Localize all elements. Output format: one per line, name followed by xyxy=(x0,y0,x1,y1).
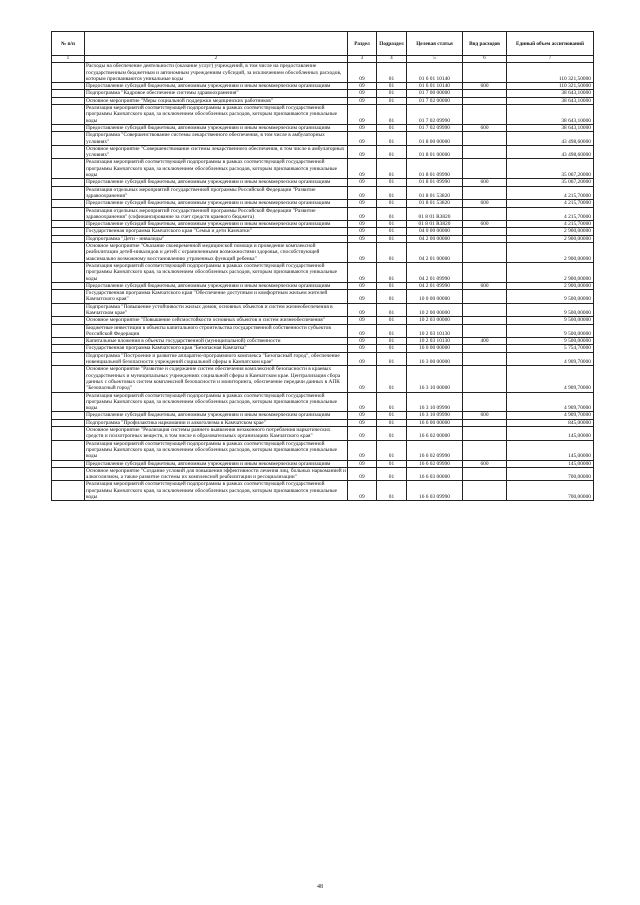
cell-podrazdel: 01 xyxy=(377,290,407,304)
cell-allocation: 43 498,60000 xyxy=(507,132,594,146)
cell-num xyxy=(52,467,85,481)
cell-expense-type xyxy=(463,145,507,159)
cell-allocation: 4 215,70000 xyxy=(507,200,594,207)
column-index: 1 xyxy=(52,56,85,63)
cell-podrazdel: 01 xyxy=(377,235,407,242)
cell-name: Подпрограмма "Построение и развитие аппаратно-программного комплекса "Безопасный город", обеспечение новенциальной безопасности учреждений социальной сферы в Камчатском крае" xyxy=(85,352,348,366)
cell-name: Предоставление субсидий бюджетным, автономным учреждениям и иным некоммерческим организациям xyxy=(85,282,348,289)
cell-razdel: 09 xyxy=(348,90,377,97)
cell-razdel: 09 xyxy=(348,200,377,207)
cell-allocation: 2 900,00000 xyxy=(507,243,594,263)
table-row xyxy=(52,352,594,366)
table-row xyxy=(52,145,594,159)
cell-expense-type xyxy=(463,235,507,242)
cell-num xyxy=(52,412,85,419)
cell-num xyxy=(52,63,85,83)
cell-name: Реализация мероприятий соответствующей подпрограммы в рамках соответствующей государственной программы Камчатского края, за исключением обособленных расходов, которым присваиваются уникальные коды xyxy=(85,262,348,282)
cell-allocation: 38 643,10000 xyxy=(507,90,594,97)
cell-allocation: 2 900,00000 xyxy=(507,282,594,289)
cell-razdel: 09 xyxy=(348,481,377,501)
cell-num xyxy=(52,186,85,200)
cell-target-article: 01 7 02 09990 xyxy=(407,124,463,131)
cell-podrazdel: 01 xyxy=(377,317,407,324)
cell-expense-type xyxy=(463,262,507,282)
cell-num xyxy=(52,235,85,242)
cell-podrazdel: 01 xyxy=(377,345,407,352)
cell-razdel: 09 xyxy=(348,179,377,186)
cell-razdel: 09 xyxy=(348,83,377,90)
cell-name: Реализация мероприятий соответствующей подпрограммы в рамках соответствующей государственной программы Камчатского края, за исключением обособленных расходов, которым присваиваются уникальные коды xyxy=(85,392,348,412)
cell-razdel: 09 xyxy=(348,282,377,289)
cell-expense-type: 400 xyxy=(463,338,507,345)
cell-razdel: 09 xyxy=(348,345,377,352)
cell-allocation: 38 643,10000 xyxy=(507,124,594,131)
cell-target-article: 10 2 00 00000 xyxy=(407,303,463,317)
cell-target-article: 04 2 01 00000 xyxy=(407,243,463,263)
cell-num xyxy=(52,440,85,460)
cell-name: Основное мероприятие "Совершенствование системы лекарственного обеспечения, в том числе в амбулаторных условиях" xyxy=(85,145,348,159)
cell-name: Реализация мероприятий соответствующей подпрограммы в рамках соответствующей государственной программы Камчатского края, за исключением обособленных расходов, которым присваиваются уникальные коды xyxy=(85,105,348,125)
cell-num xyxy=(52,427,85,441)
cell-name: Основное мероприятие "Реализация системы раннего выявления незаконного потребления наркотических средств и психотропных веществ, в том числе в образовательных организациях Камчатского края" xyxy=(85,427,348,441)
table-row xyxy=(52,366,594,392)
cell-name: Предоставление субсидий бюджетным, автономным учреждениям и иным некоммерческим организациям xyxy=(85,83,348,90)
cell-razdel: 09 xyxy=(348,228,377,235)
cell-num xyxy=(52,324,85,338)
cell-target-article: 16 3 10 09990 xyxy=(407,392,463,412)
cell-name: Реализация мероприятий соответствующей подпрограммы в рамках соответствующей государственной программы Камчатского края, за исключением обособленных расходов, которым присваиваются уникальные коды xyxy=(85,440,348,460)
cell-name: Реализация отдельных мероприятий государственной программы Российской Федерации "Развитие здравоохранения" (софинансирование за счет средств краевого бюджета) xyxy=(85,207,348,221)
cell-podrazdel: 01 xyxy=(377,303,407,317)
table-row xyxy=(52,392,594,412)
cell-target-article: 01 6 01 10140 xyxy=(407,63,463,83)
cell-name: Государственная программа Камчатского края "Семья и дети Камчатки" xyxy=(85,228,348,235)
cell-expense-type xyxy=(463,186,507,200)
table-row xyxy=(52,207,594,221)
table-row xyxy=(52,105,594,125)
cell-target-article: 16 6 02 00000 xyxy=(407,427,463,441)
cell-razdel: 09 xyxy=(348,132,377,146)
cell-name: Капитальные вложения в объекты государственной (муниципальной) собственности xyxy=(85,338,348,345)
cell-num xyxy=(52,282,85,289)
cell-allocation: 5 754,70000 xyxy=(507,345,594,352)
cell-num xyxy=(52,83,85,90)
cell-razdel: 09 xyxy=(348,159,377,179)
cell-allocation: 35 067,20000 xyxy=(507,159,594,179)
cell-target-article: 16 6 02 09990 xyxy=(407,440,463,460)
cell-expense-type xyxy=(463,105,507,125)
cell-expense-type xyxy=(463,366,507,392)
table-row xyxy=(52,124,594,131)
cell-target-article: 10 0 00 00000 xyxy=(407,290,463,304)
cell-podrazdel: 01 xyxy=(377,338,407,345)
cell-expense-type xyxy=(463,427,507,441)
cell-podrazdel: 01 xyxy=(377,186,407,200)
cell-podrazdel: 01 xyxy=(377,63,407,83)
cell-razdel: 09 xyxy=(348,324,377,338)
budget-table-sheet xyxy=(51,31,593,501)
cell-name: Предоставление субсидий бюджетным, автономным учреждениям и иным некоммерческим организациям xyxy=(85,221,348,228)
cell-name: Реализация мероприятий соответствующей подпрограммы в рамках соответствующей государственной программы Камчатского края, за исключением обособленных расходов, которым присваиваются уникальные коды xyxy=(85,481,348,501)
cell-razdel: 09 xyxy=(348,467,377,481)
cell-name: Подпрограмма "Дети - инвалиды" xyxy=(85,235,348,242)
cell-allocation: 145,00000 xyxy=(507,440,594,460)
cell-razdel: 09 xyxy=(348,317,377,324)
cell-razdel: 09 xyxy=(348,97,377,104)
cell-target-article: 01 7 02 00000 xyxy=(407,97,463,104)
header-allocation-total: Единый объем ассигнований xyxy=(507,32,594,56)
cell-expense-type xyxy=(463,132,507,146)
table-row xyxy=(52,235,594,242)
cell-allocation: 38 643,10000 xyxy=(507,105,594,125)
table-row xyxy=(52,262,594,282)
cell-allocation: 43 498,60000 xyxy=(507,145,594,159)
cell-target-article: 01 8 01 09990 xyxy=(407,179,463,186)
cell-allocation: 9 500,00000 xyxy=(507,317,594,324)
cell-num xyxy=(52,481,85,501)
cell-target-article: 16 6 03 09990 xyxy=(407,481,463,501)
column-index: 2 xyxy=(85,56,348,63)
cell-razdel: 09 xyxy=(348,352,377,366)
cell-num xyxy=(52,366,85,392)
cell-allocation: 110 321,50000 xyxy=(507,63,594,83)
cell-allocation: 145,00000 xyxy=(507,460,594,467)
cell-allocation: 9 500,00000 xyxy=(507,290,594,304)
cell-allocation: 2 900,00000 xyxy=(507,228,594,235)
cell-razdel: 09 xyxy=(348,63,377,83)
table-row xyxy=(52,228,594,235)
cell-expense-type xyxy=(463,63,507,83)
table-row xyxy=(52,427,594,441)
cell-podrazdel: 01 xyxy=(377,124,407,131)
table-row xyxy=(52,303,594,317)
cell-target-article: 10 2 03 10130 xyxy=(407,324,463,338)
cell-allocation: 4 909,70000 xyxy=(507,412,594,419)
cell-expense-type xyxy=(463,159,507,179)
cell-num xyxy=(52,460,85,467)
cell-allocation: 4 215,70000 xyxy=(507,207,594,221)
header-podrazdel: Подраздел xyxy=(377,32,407,56)
cell-expense-type xyxy=(463,467,507,481)
cell-allocation: 4 909,70000 xyxy=(507,352,594,366)
column-index: 7 xyxy=(507,56,594,63)
cell-razdel: 09 xyxy=(348,412,377,419)
table-row xyxy=(52,132,594,146)
cell-expense-type xyxy=(463,419,507,426)
cell-target-article: 01 6 01 10140 xyxy=(407,83,463,90)
table-row xyxy=(52,440,594,460)
cell-num xyxy=(52,345,85,352)
cell-num xyxy=(52,303,85,317)
cell-razdel: 09 xyxy=(348,440,377,460)
table-row xyxy=(52,481,594,501)
cell-podrazdel: 01 xyxy=(377,282,407,289)
cell-expense-type: 600 xyxy=(463,221,507,228)
cell-num xyxy=(52,262,85,282)
cell-name: Основное мероприятие "Повышение сейсмостойкости основных объектов и систем жизнеобеспечения" xyxy=(85,317,348,324)
cell-target-article: 01 8 01 R3820 xyxy=(407,207,463,221)
cell-target-article: 01 8 01 R3820 xyxy=(407,221,463,228)
cell-podrazdel: 01 xyxy=(377,366,407,392)
cell-name: Реализация отдельных мероприятий государственной программы Российской Федерации "Развитие здравоохранения" xyxy=(85,186,348,200)
cell-razdel: 09 xyxy=(348,290,377,304)
header-target-article: Целевая статья xyxy=(407,32,463,56)
cell-name: Государственная программа Камчатского края "Обеспечение доступным и комфортным жильем жителей Камчатского края" xyxy=(85,290,348,304)
cell-razdel: 09 xyxy=(348,243,377,263)
cell-podrazdel: 01 xyxy=(377,262,407,282)
table-row xyxy=(52,200,594,207)
cell-name: Предоставление субсидий бюджетным, автономным учреждениям и иным некоммерческим организациям xyxy=(85,200,348,207)
cell-target-article: 04 2 01 09990 xyxy=(407,262,463,282)
cell-num xyxy=(52,159,85,179)
cell-podrazdel: 01 xyxy=(377,392,407,412)
table-row xyxy=(52,243,594,263)
cell-target-article: 04 2 01 09990 xyxy=(407,282,463,289)
column-index: 6 xyxy=(463,56,507,63)
cell-expense-type: 600 xyxy=(463,179,507,186)
table-row xyxy=(52,97,594,104)
cell-podrazdel: 01 xyxy=(377,159,407,179)
cell-name: Подпрограмма "Профилактика наркомании и алкоголизма в Камчатском крае" xyxy=(85,419,348,426)
cell-num xyxy=(52,97,85,104)
cell-num xyxy=(52,124,85,131)
cell-expense-type xyxy=(463,97,507,104)
cell-target-article: 10 2 03 00000 xyxy=(407,317,463,324)
cell-name: Основное мероприятие "Создание условий для повышения эффективности лечения лиц, больных наркоманией и алкоголизмом, а также развитие системы их комплексной реабилитации и ресоциализации" xyxy=(86,467,346,481)
cell-expense-type xyxy=(463,243,507,263)
cell-allocation: 700,00000 xyxy=(507,467,594,481)
cell-razdel: 09 xyxy=(348,124,377,131)
table-row xyxy=(52,338,594,345)
cell-expense-type xyxy=(463,228,507,235)
column-index-row xyxy=(52,56,594,63)
cell-allocation: 35 067,20000 xyxy=(507,179,594,186)
cell-razdel: 09 xyxy=(348,303,377,317)
cell-razdel: 09 xyxy=(348,105,377,125)
cell-allocation: 700,00000 xyxy=(507,481,594,501)
cell-target-article: 16 6 02 09990 xyxy=(407,460,463,467)
cell-podrazdel: 01 xyxy=(377,200,407,207)
cell-name: Основное мероприятие "Развитие и содержание систем обеспечения комплексной безопасности в краевых государственных и муниципальных учреждениях социальной сферы в Камчатском крае. Централизация сбора данных с объектовых систем комплексной безопасности и мониторинга, обеспечение передачи данных в АПК "Безопасный город" xyxy=(85,366,348,392)
cell-num xyxy=(52,90,85,97)
cell-num xyxy=(52,221,85,228)
cell-target-article: 04 0 00 00000 xyxy=(407,228,463,235)
header-razdel: Раздел xyxy=(348,32,377,56)
cell-target-article: 01 8 01 53820 xyxy=(407,200,463,207)
cell-podrazdel: 01 xyxy=(377,90,407,97)
cell-expense-type xyxy=(463,207,507,221)
cell-num xyxy=(52,132,85,146)
cell-allocation: 845,00000 xyxy=(507,419,594,426)
cell-razdel: 09 xyxy=(348,419,377,426)
table-row xyxy=(52,159,594,179)
cell-razdel: 09 xyxy=(348,392,377,412)
cell-target-article: 16 0 00 00000 xyxy=(407,345,463,352)
cell-name: Предоставление субсидий бюджетным, автономным учреждениям и иным некоммерческим организациям xyxy=(85,179,348,186)
cell-name: Подпрограмма "Кадровое обеспечение системы здравоохранения" xyxy=(85,90,348,97)
table-row xyxy=(52,63,594,83)
cell-expense-type xyxy=(463,481,507,501)
table-row xyxy=(52,324,594,338)
cell-num xyxy=(52,207,85,221)
cell-podrazdel: 01 xyxy=(377,179,407,186)
table-row xyxy=(52,345,594,352)
cell-num xyxy=(52,317,85,324)
table-row xyxy=(52,419,594,426)
cell-name: Государственная программа Камчатского края "Безопасная Камчатка" xyxy=(85,345,348,352)
cell-name: Предоставление субсидий бюджетным, автономным учреждениям и иным некоммерческим организациям xyxy=(85,412,348,419)
table-row xyxy=(52,317,594,324)
table-row xyxy=(52,90,594,97)
cell-num xyxy=(52,228,85,235)
cell-razdel: 09 xyxy=(348,221,377,228)
cell-podrazdel: 01 xyxy=(377,243,407,263)
column-index: 4 xyxy=(377,56,407,63)
cell-expense-type: 600 xyxy=(463,124,507,131)
cell-allocation: 110 321,50000 xyxy=(507,83,594,90)
cell-target-article: 01 8 01 09990 xyxy=(407,159,463,179)
table-row xyxy=(52,290,594,304)
cell-name: Подпрограмма "Совершенствование системы лекарственного обеспечения, в том числе в амбулаторных условиях" xyxy=(85,132,348,146)
cell-expense-type: 600 xyxy=(463,460,507,467)
cell-podrazdel: 01 xyxy=(377,132,407,146)
table-row xyxy=(52,282,594,289)
table-header-row xyxy=(52,32,594,56)
cell-podrazdel: 01 xyxy=(377,427,407,441)
cell-razdel: 09 xyxy=(348,460,377,467)
cell-podrazdel: 01 xyxy=(377,419,407,426)
cell-name: Предоставление субсидий бюджетным, автономным учреждениям и иным некоммерческим организациям xyxy=(85,460,348,467)
cell-razdel: 09 xyxy=(348,366,377,392)
table-row xyxy=(52,186,594,200)
table-row xyxy=(52,83,594,90)
cell-target-article: 01 8 01 53820 xyxy=(407,186,463,200)
cell-expense-type xyxy=(463,352,507,366)
table-row xyxy=(52,221,594,228)
cell-allocation: 4 215,70000 xyxy=(507,186,594,200)
cell-razdel: 09 xyxy=(348,145,377,159)
cell-expense-type xyxy=(463,303,507,317)
table-row xyxy=(52,179,594,186)
cell-target-article: 16 3 10 09990 xyxy=(407,412,463,419)
cell-target-article: 01 8 01 00000 xyxy=(407,145,463,159)
cell-name: Расходы на обеспечение деятельности (оказание услуг) учреждений, в том числе на предоставление государственным бюджетным и автономным учреждениям субсидий, за исключением обособленных расходов, которым присваиваются уникальные коды xyxy=(85,63,348,83)
cell-name: Реализация мероприятий соответствующей подпрограммы в рамках соответствующей государственной программы Камчатского края, за исключением обособленных расходов, которым присваиваются уникальные коды xyxy=(85,159,348,179)
cell-num xyxy=(52,179,85,186)
cell-podrazdel: 01 xyxy=(377,97,407,104)
cell-podrazdel: 01 xyxy=(377,412,407,419)
header-name xyxy=(85,32,348,56)
cell-podrazdel: 01 xyxy=(377,228,407,235)
cell-allocation: 2 900,00000 xyxy=(507,262,594,282)
cell-target-article: 04 2 00 00000 xyxy=(407,235,463,242)
cell-podrazdel: 01 xyxy=(377,83,407,90)
column-index: 5 xyxy=(407,56,463,63)
cell-podrazdel: 01 xyxy=(377,207,407,221)
cell-target-article: 16 3 10 00000 xyxy=(407,366,463,392)
cell-expense-type: 600 xyxy=(463,200,507,207)
cell-allocation: 4 909,70000 xyxy=(507,392,594,412)
cell-allocation: 4 215,70000 xyxy=(507,221,594,228)
cell-num xyxy=(52,338,85,345)
cell-expense-type xyxy=(463,324,507,338)
cell-podrazdel: 01 xyxy=(377,352,407,366)
cell-expense-type xyxy=(463,392,507,412)
cell-num xyxy=(52,145,85,159)
cell-num xyxy=(52,105,85,125)
cell-target-article: 01 8 00 00000 xyxy=(407,132,463,146)
cell-name: Предоставление субсидий бюджетным, автономным учреждениям и иным некоммерческим организациям xyxy=(85,124,348,131)
table-row xyxy=(52,467,594,481)
cell-allocation: 9 500,00000 xyxy=(507,338,594,345)
cell-expense-type: 600 xyxy=(463,282,507,289)
cell-podrazdel: 01 xyxy=(377,324,407,338)
cell-name: Подпрограмма "Повышение устойчивости жилых домов, основных объектов и систем жизнеобеспечения в Камчатском крае" xyxy=(85,303,348,317)
cell-podrazdel: 01 xyxy=(377,145,407,159)
cell-razdel: 09 xyxy=(348,262,377,282)
cell-expense-type: 600 xyxy=(463,412,507,419)
table-row xyxy=(52,460,594,467)
cell-podrazdel: 01 xyxy=(377,460,407,467)
cell-allocation: 4 909,70000 xyxy=(507,366,594,392)
header-num: № п/п xyxy=(52,32,85,56)
cell-num xyxy=(52,290,85,304)
cell-expense-type: 600 xyxy=(463,83,507,90)
cell-razdel: 09 xyxy=(348,427,377,441)
cell-target-article: 16 3 00 00000 xyxy=(407,352,463,366)
header-expense-type: Вид расходов xyxy=(463,32,507,56)
cell-name: Основное мероприятие "Оказание своевременной медицинской помощи и проведение комплексной реабилитации детей-инвалидов и детей с ограниченными возможностями здоровья, способствующей максимально возможному восстановлению утраченных функций ребенка" xyxy=(85,243,348,263)
cell-name: Основное мероприятие "Меры социальной поддержки медицинских работников" xyxy=(85,97,348,104)
cell-num xyxy=(52,200,85,207)
cell-expense-type xyxy=(463,90,507,97)
cell-allocation: 2 900,00000 xyxy=(507,235,594,242)
cell-podrazdel: 01 xyxy=(377,481,407,501)
cell-podrazdel: 01 xyxy=(377,440,407,460)
cell-target-article: 10 2 03 10130 xyxy=(407,338,463,345)
cell-target-article: 16 6 00 00000 xyxy=(407,419,463,426)
cell-podrazdel: 01 xyxy=(377,105,407,125)
cell-podrazdel: 01 xyxy=(377,221,407,228)
cell-num xyxy=(52,392,85,412)
cell-num xyxy=(52,419,85,426)
budget-table xyxy=(51,31,594,501)
cell-name: Бюджетные инвестиции в объекты капитального строительства государственной собственности субъектов Российской Федерации xyxy=(85,324,348,338)
cell-expense-type xyxy=(463,317,507,324)
cell-expense-type xyxy=(463,345,507,352)
cell-allocation: 38 643,10000 xyxy=(507,97,594,104)
table-row xyxy=(52,412,594,419)
cell-razdel: 09 xyxy=(348,338,377,345)
cell-num xyxy=(52,243,85,263)
cell-razdel: 09 xyxy=(348,186,377,200)
cell-target-article: 01 7 00 00000 xyxy=(407,90,463,97)
cell-expense-type xyxy=(463,440,507,460)
cell-allocation: 9 500,00000 xyxy=(507,303,594,317)
cell-expense-type xyxy=(463,290,507,304)
cell-allocation: 145,00000 xyxy=(507,427,594,441)
cell-num xyxy=(52,352,85,366)
cell-razdel: 09 xyxy=(348,207,377,221)
cell-allocation: 9 500,00000 xyxy=(507,324,594,338)
page-number: 48 xyxy=(317,884,323,890)
cell-target-article: 16 6 03 00000 xyxy=(407,467,463,481)
cell-razdel: 09 xyxy=(348,235,377,242)
cell-target-article: 01 7 02 09990 xyxy=(407,105,463,125)
cell-podrazdel: 01 xyxy=(377,467,407,481)
column-index: 3 xyxy=(348,56,377,63)
